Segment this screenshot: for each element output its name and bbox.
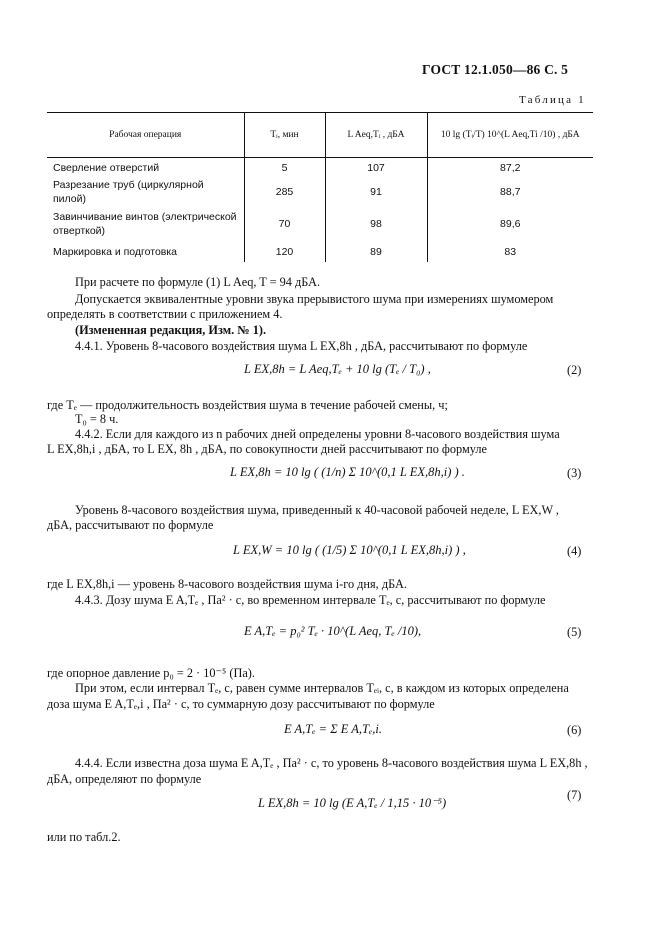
equation-number: (4): [567, 544, 582, 558]
where-clause: где опорное давление p₀ = 2 · 10⁻⁵ (Па).: [47, 666, 255, 680]
table-cell: 89: [325, 242, 427, 262]
equation-number: (7): [567, 788, 582, 802]
table-cell: 5: [244, 158, 325, 179]
table-cell: Разрезание труб (циркулярной пилой): [53, 179, 204, 205]
table-cell: 107: [325, 158, 427, 179]
paragraph: Допускается эквивалентные уровни звука прерывистого шума при измерениях шумомером: [75, 292, 554, 306]
formula-5: E A,Tₑ = p₀² Tₑ · 10^(L Aeq, Tₑ /10),: [244, 624, 422, 638]
table-cell: 89,6: [427, 206, 593, 242]
amendment-note: (Измененная редакция, Изм. № 1).: [75, 323, 267, 337]
formula-3: L EX,8h = 10 lg ( (1/n) Σ 10^(0,1 L EX,8h,i) ) .: [230, 465, 465, 479]
table-cell: 98: [325, 206, 427, 242]
paragraph: дБА, рассчитывают по формуле: [47, 518, 214, 532]
table-cell: 70: [244, 206, 325, 242]
col-header: 10 lg (Tᵢ/T) 10^(L Aeq,Ti /10) , дБА: [427, 113, 593, 158]
formula-7: L EX,8h = 10 lg (E A,Tₑ / 1,15 · 10⁻⁵): [258, 796, 447, 810]
paragraph: При этом, если интервал Tₑ, с, равен сумме интервалов Tₑᵢ, с, в каждом из которых определена: [75, 681, 569, 695]
equation-number: (2): [567, 363, 582, 377]
clause-4-4-1: 4.4.1. Уровень 8-часового воздействия шума L EX,8h , дБА, рассчитывают по формуле: [75, 339, 528, 353]
table-cell: Маркировка и подготовка: [53, 246, 178, 258]
paragraph: Уровень 8-часового воздействия шума, приведенный к 40-часовой рабочей неделе, L EX,W ,: [75, 503, 560, 517]
formula-2: L EX,8h = L Aeq,Tₑ + 10 lg (Tₑ / T₀) ,: [244, 362, 431, 376]
table-1: [47, 112, 593, 262]
table-row: [47, 158, 593, 179]
col-header: Tᵢ, мин: [244, 113, 325, 158]
where-clause: где Tₑ — продолжительность воздействия шума в течение рабочей смены, ч;: [47, 398, 448, 412]
formula-6: E A,Tₑ = Σ E A,Tₑ,i.: [284, 722, 383, 736]
table-cell: Завинчивание винтов (электрической отверткой): [53, 211, 237, 237]
paragraph: L EX,8h,i , дБА, то L EX, 8h , дБА, по совокупности дней рассчитывают по формуле: [47, 442, 487, 456]
table-row: [47, 242, 593, 262]
col-header: Рабочая операция: [47, 113, 244, 158]
table-cell: 120: [244, 242, 325, 262]
table-header-row: [47, 113, 593, 158]
equation-number: (3): [567, 466, 582, 480]
paragraph: доза шума E A,Tₑ,i , Па² · с, то суммарную дозу рассчитывают по формуле: [47, 697, 435, 711]
paragraph: или по табл.2.: [47, 830, 121, 844]
clause-4-4-4: 4.4.4. Если известна доза шума E A,Tₑ , Па² · с, то уровень 8-часового воздействия шума L EX,8h ,: [75, 756, 588, 770]
table-cell: 87,2: [427, 158, 593, 179]
where-clause: где L EX,8h,i — уровень 8-часового воздействия шума i-го дня, дБА.: [47, 577, 407, 591]
page-header: ГОСТ 12.1.050—86 С. 5: [422, 62, 569, 77]
where-clause: T₀ = 8 ч.: [75, 412, 119, 426]
paragraph: определять в соответствии с приложением 4.: [47, 307, 283, 321]
paragraph: дБА, определяют по формуле: [47, 772, 202, 786]
equation-number: (6): [567, 723, 582, 737]
table-cell: 83: [427, 242, 593, 262]
paragraph: При расчете по формуле (1) L Aeq, T = 94 дБА.: [75, 275, 321, 289]
formula-4: L EX,W = 10 lg ( (1/5) Σ 10^(0,1 L EX,8h,i) ) ,: [233, 543, 466, 557]
equation-number: (5): [567, 625, 582, 639]
table-cell: 91: [325, 178, 427, 206]
table-row: [47, 178, 593, 206]
clause-4-4-2: 4.4.2. Если для каждого из n рабочих дней определены уровни 8-часового воздействия шума: [75, 427, 560, 441]
table-cell: Сверление отверстий: [53, 162, 160, 174]
table-cell: 88,7: [427, 178, 593, 206]
col-header: L Aeq,Tᵢ , дБА: [325, 113, 427, 158]
table-row: [47, 206, 593, 242]
table-caption: Таблица 1: [519, 94, 586, 106]
table-cell: 285: [244, 178, 325, 206]
clause-4-4-3: 4.4.3. Дозу шума E A,Tₑ , Па² · с, во временном интервале Tₑ, с, рассчитывают по формуле: [75, 593, 546, 607]
